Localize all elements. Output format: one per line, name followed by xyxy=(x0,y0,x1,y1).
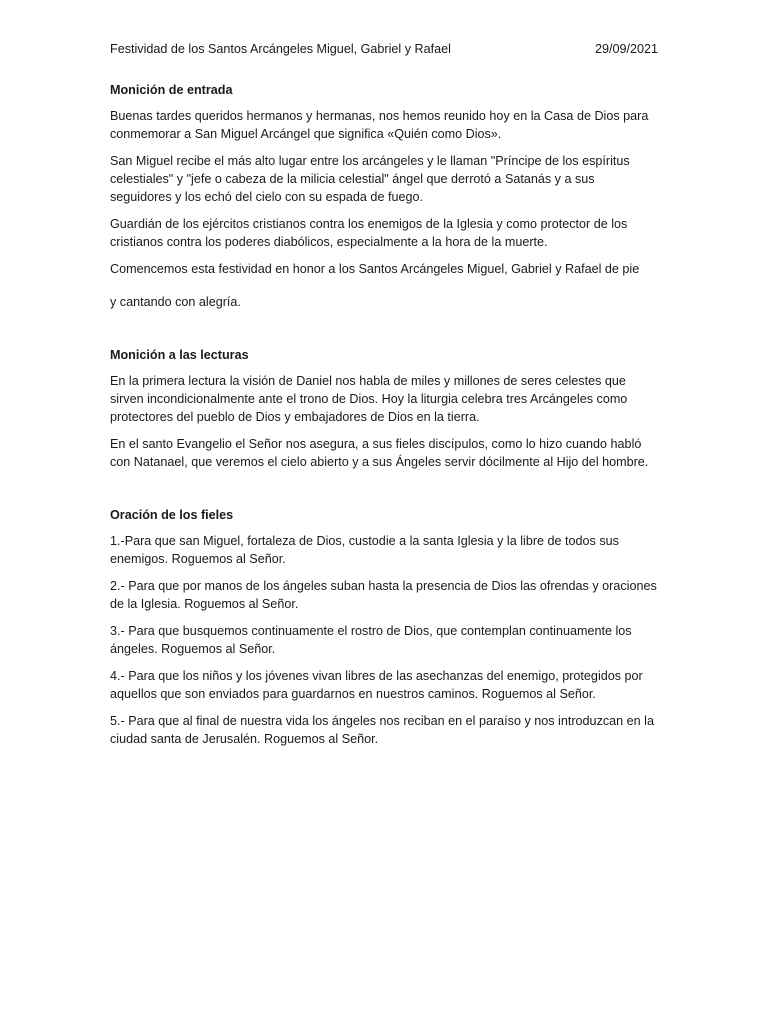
paragraph: San Miguel recibe el más alto lugar entre los arcángeles y le llaman "Príncipe de los espíritus celestiales" y "jefe o cabeza de la milicia celestial" ángel que derrotó a Satanás y a sus seguidores y los echó del cielo con su espada de fuego. xyxy=(110,154,630,204)
list-item: 1.-Para que san Miguel, fortaleza de Dios, custodie a la santa Iglesia y la libre de todos sus enemigos. Roguemos al Señor. xyxy=(110,534,619,566)
section-monicion-entrada xyxy=(110,81,658,311)
paragraph: Guardián de los ejércitos cristianos contra los enemigos de la Iglesia y como protector de los cristianos contra los poderes diabólicos, especialmente a la hora de la muerte. xyxy=(110,217,628,249)
paragraph: Comencemos esta festividad en honor a los Santos Arcángeles Miguel, Gabriel y Rafael de pie xyxy=(110,262,640,276)
list-item: 5.- Para que al final de nuestra vida los ángeles nos reciban en el paraíso y nos introduzcan en la ciudad santa de Jerusalén. Roguemos al Señor. xyxy=(110,714,654,746)
page-header xyxy=(110,40,658,58)
section-title-entrada: Monición de entrada xyxy=(110,83,233,97)
header-title: Festividad de los Santos Arcángeles Miguel, Gabriel y Rafael xyxy=(110,42,451,56)
paragraph: y cantando con alegría. xyxy=(110,295,241,309)
section-title-fieles: Oración de los fieles xyxy=(110,508,234,522)
header-date: 29/09/2021 xyxy=(594,42,658,56)
list-item: 2.- Para que por manos de los ángeles suban hasta la presencia de Dios las ofrendas y oraciones de la Iglesia. Roguemos al Señor. xyxy=(110,579,657,611)
paragraph: En la primera lectura la visión de Daniel nos habla de miles y millones de seres celestes que sirven incondicionalmente ante el trono de Dios. Hoy la liturgia celebra tres Arcángeles como protectores del pueblo de Dios y embajadores de Dios en la tierra. xyxy=(110,374,628,424)
list-item: 4.- Para que los niños y los jóvenes vivan libres de las asechanzas del enemigo, protegidos por aquellos que son enviados para guardarnos en nuestros caminos. Roguemos al Señor. xyxy=(110,669,643,701)
document-page xyxy=(110,40,658,757)
section-spacer xyxy=(110,480,658,506)
section-oracion-fieles xyxy=(110,506,658,748)
section-monicion-lecturas xyxy=(110,346,658,471)
section-spacer xyxy=(110,320,658,346)
section-title-lecturas: Monición a las lecturas xyxy=(110,348,249,362)
paragraph: Buenas tardes queridos hermanos y hermanas, nos hemos reunido hoy en la Casa de Dios para conmemorar a San Miguel Arcángel que significa «Quién como Dios». xyxy=(110,109,649,141)
list-item: 3.- Para que busquemos continuamente el rostro de Dios, que contemplan continuamente los ángeles. Roguemos al Señor. xyxy=(110,624,632,656)
paragraph: En el santo Evangelio el Señor nos asegura, a sus fieles discípulos, como lo hizo cuando habló con Natanael, que veremos el cielo abierto y a sus Ángeles servir dócilmente al Hijo del hombre. xyxy=(110,437,649,469)
